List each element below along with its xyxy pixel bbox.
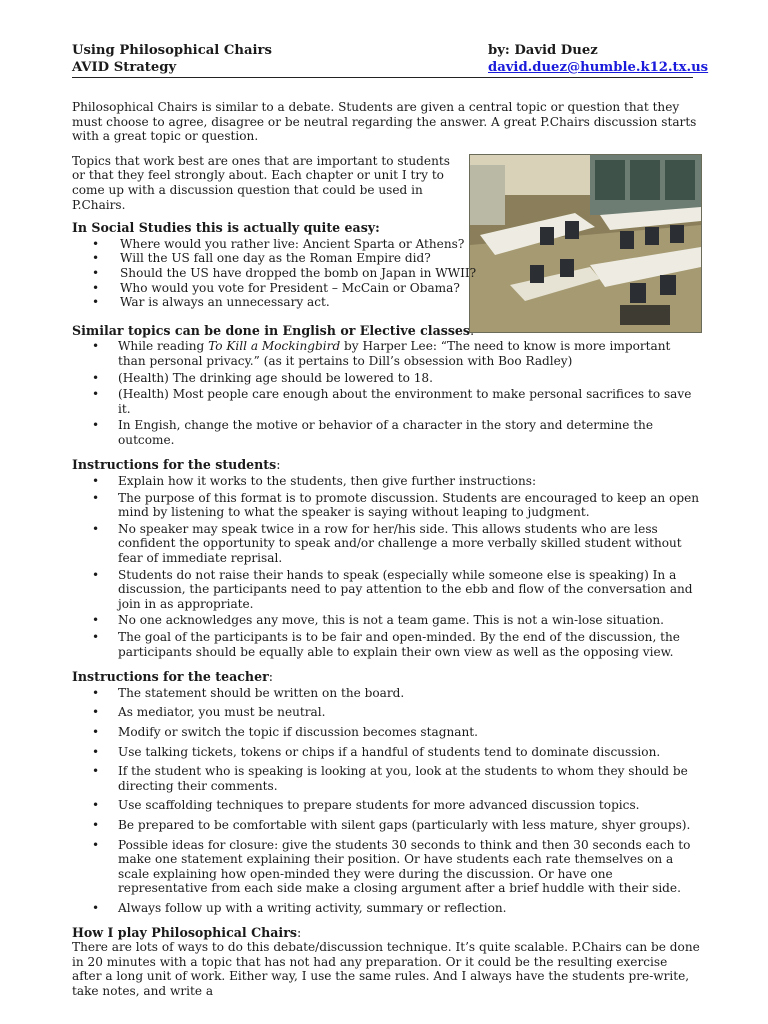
header-divider <box>72 77 693 78</box>
list-item: • Where would you rather live: Ancient Sparta or Athens? <box>72 237 700 252</box>
how-heading: How I play Philosophical Chairs: <box>72 924 302 940</box>
list-item: • In Engish, change the motive or behavior of a character in the story and determine the outcome. <box>72 418 700 447</box>
list-item: • Modify or switch the topic if discussion becomes stagnant. <box>72 725 700 740</box>
document-subtitle: AVID Strategy <box>72 60 177 75</box>
students-list <box>72 474 700 659</box>
list-item: • Who would you vote for President – McCain or Obama? <box>72 281 700 296</box>
list-item: • Should the US have dropped the bomb on Japan in WWII? <box>72 266 700 281</box>
list-item: • Use scaffolding techniques to prepare students for more advanced discussion topics. <box>72 798 700 813</box>
list-item: • (Health) The drinking age should be lowered to 18. <box>72 371 700 386</box>
social-studies-heading: In Social Studies this is actually quite easy: <box>72 220 380 236</box>
list-item: • The goal of the participants is to be fair and open-minded. By the end of the discussion, the participants should be equally able to explain their own view as well as the opposing view. <box>72 630 700 659</box>
header-row-1 <box>72 42 700 59</box>
list-item: • War is always an unnecessary act. <box>72 295 700 310</box>
list-item: • The statement should be written on the board. <box>72 686 700 701</box>
topics-paragraph: Topics that work best are ones that are important to students or that they feel strongly about. Each chapter or unit I try to come up with a discussion question that could be used in P.Chairs. <box>72 153 450 212</box>
list-item: • Possible ideas for closure: give the students 30 seconds to think and then 30 seconds each to make one statement explaining their position. Or have students each rate themselves on a scale explaining how open-minded they were during the discussion. Or have one representative from each side make a closing argument after a brief huddle with their side. <box>72 838 700 896</box>
list-item: • Students do not raise their hands to speak (especially while someone else is speaking) In a discussion, the participants need to pay attention to the ebb and flow of the conversation and join in as appropriate. <box>72 568 700 612</box>
list-item: • Use talking tickets, tokens or chips if a handful of students tend to dominate discussion. <box>72 745 700 760</box>
list-item: • No speaker may speak twice in a row for her/his side. This allows students who are less confident the opportunity to speak and/or challenge a more verbally skilled student without fear of immediate reprisal. <box>72 522 700 566</box>
list-item: • (Health) Most people care enough about the environment to make personal sacrifices to save it. <box>72 387 700 416</box>
how-paragraph: There are lots of ways to do this debate/discussion technique. It’s quite scalable. P.Chairs can be done in 20 minutes with a topic that has not had any preparation. Or it could be the resulting exercise after a long unit of work. Either way, I use the same rules. And I always have the students pre-write, take notes, and write a <box>72 940 700 998</box>
intro-paragraph: Philosophical Chairs is similar to a debate. Students are given a central topic or question that they must choose to agree, disagree or be neutral regarding the answer. A great P.Chairs discussion starts with a great topic or question. <box>72 100 697 144</box>
header-row-2 <box>72 59 709 76</box>
author-byline: by: David Duez <box>488 43 598 58</box>
topics-with-photo <box>72 154 700 310</box>
document-page <box>72 42 709 998</box>
english-heading: Similar topics can be done in English or Elective classes <box>72 322 471 338</box>
students-heading: Instructions for the students: <box>72 457 281 473</box>
teacher-heading: Instructions for the teacher: <box>72 669 273 685</box>
english-list <box>72 339 700 447</box>
list-item: • Be prepared to be comfortable with silent gaps (particularly with less mature, shyer groups). <box>72 818 700 833</box>
list-item: • Explain how it works to the students, then give further instructions: <box>72 474 700 489</box>
list-item: • If the student who is speaking is looking at you, look at the students to whom they should be directing their comments. <box>72 764 700 793</box>
list-item: • As mediator, you must be neutral. <box>72 705 700 720</box>
list-item: • No one acknowledges any move, this is not a team game. This is not a win-lose situation. <box>72 613 700 628</box>
list-item: • Will the US fall one day as the Roman Empire did? <box>72 251 700 266</box>
author-email-link[interactable]: david.duez@humble.k12.tx.us <box>488 60 709 75</box>
teacher-list <box>72 686 700 916</box>
list-item: • Always follow up with a writing activity, summary or reflection. <box>72 901 700 916</box>
document-title: Using Philosophical Chairs <box>72 43 272 58</box>
list-item: • While reading To Kill a Mockingbird by Harper Lee: “The need to know is more important than personal privacy.” (as it pertains to Dill’s obsession with Boo Radley) <box>72 339 700 368</box>
social-studies-list <box>72 237 700 310</box>
list-item: • The purpose of this format is to promote discussion. Students are encouraged to keep an open mind by listening to what the speaker is saying without leaping to judgment. <box>72 491 700 520</box>
